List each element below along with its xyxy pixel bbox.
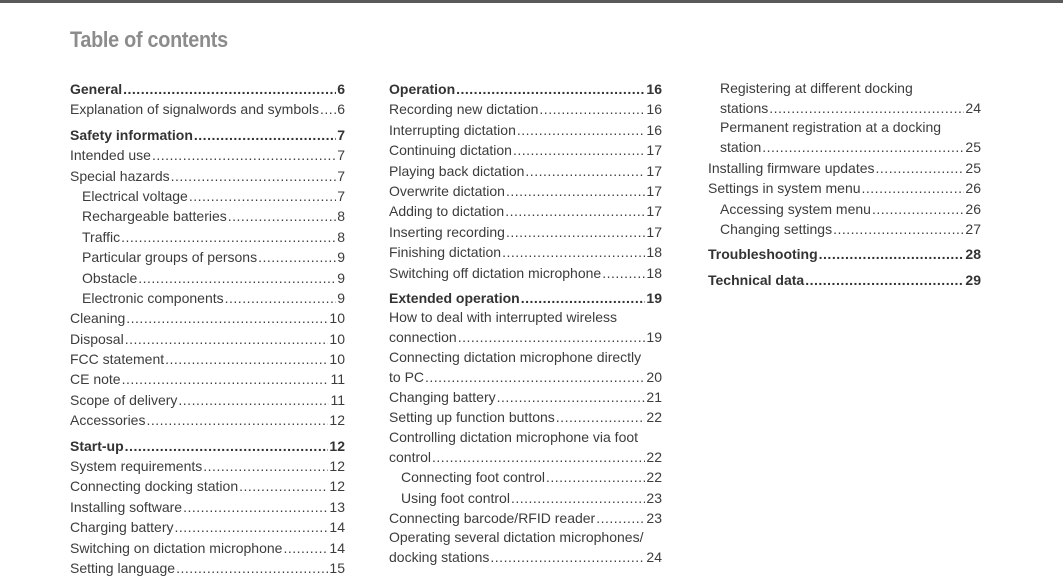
page-number: 25 xyxy=(965,139,981,156)
page-number: 24 xyxy=(965,100,981,116)
page-number: 7 xyxy=(337,167,345,184)
dot-leader xyxy=(596,508,645,528)
toc-entry-label: FCC statement xyxy=(70,351,165,368)
toc-entry xyxy=(70,369,345,389)
toc-section-entry xyxy=(708,270,981,290)
toc-entry xyxy=(389,467,662,487)
page-number: 12 xyxy=(329,412,345,429)
page-number: 15 xyxy=(329,559,345,576)
toc-entry xyxy=(70,288,345,308)
page-number: 7 xyxy=(337,147,345,164)
toc-entry xyxy=(389,488,662,508)
toc-entry xyxy=(708,199,981,219)
dot-leader xyxy=(862,178,965,198)
dot-leader xyxy=(876,158,965,178)
toc-entry xyxy=(70,206,345,226)
toc-entry-label: Rechargeable batteries xyxy=(82,208,227,225)
toc-entry xyxy=(70,517,345,537)
dot-leader xyxy=(146,410,328,430)
toc-entry-label: Finishing dictation xyxy=(389,244,502,261)
page-number: 23 xyxy=(646,510,662,527)
toc-entry-label: System requirements xyxy=(70,458,203,475)
toc-entry-label: Scope of delivery xyxy=(70,391,178,408)
toc-entry-label: Disposal xyxy=(70,330,124,347)
page-number: 29 xyxy=(965,271,981,288)
page-number: 28 xyxy=(965,246,981,263)
toc-entry xyxy=(708,79,981,118)
toc-section-entry xyxy=(70,125,345,145)
page-number: 9 xyxy=(337,269,345,286)
toc-entry-label: Electronic components xyxy=(82,289,224,306)
dot-leader xyxy=(872,199,964,219)
dot-leader xyxy=(490,547,645,567)
toc-section-entry xyxy=(708,244,981,264)
toc-entry-label: Interrupting dictation xyxy=(389,121,516,138)
toc-entry-label: Particular groups of persons xyxy=(82,249,258,266)
toc-entry xyxy=(389,528,662,567)
page-number: 22 xyxy=(646,469,662,486)
toc-entry-label: Extended operation xyxy=(389,289,520,306)
toc-column-1 xyxy=(70,79,345,578)
toc-entry-label: Changing settings xyxy=(720,220,833,237)
dot-leader xyxy=(769,98,964,118)
page-number: 22 xyxy=(646,409,662,426)
toc-entry xyxy=(389,407,662,427)
page-number: 24 xyxy=(646,549,662,566)
page-number: 23 xyxy=(646,489,662,506)
toc-entry xyxy=(70,227,345,247)
toc-entry-label: Using foot control xyxy=(401,489,510,506)
toc-entry-label: Setting up function buttons xyxy=(389,409,555,426)
page-number: 20 xyxy=(646,368,662,385)
toc-entry xyxy=(70,186,345,206)
toc-entry xyxy=(389,348,662,387)
dot-leader xyxy=(125,329,329,349)
toc-entry-label-continued: control xyxy=(389,448,432,465)
dot-leader xyxy=(502,242,645,262)
toc-entry xyxy=(389,99,662,119)
toc-entry-label: Connecting dictation microphone directly xyxy=(389,348,642,365)
toc-entry xyxy=(70,558,345,578)
toc-entry-label: Inserting recording xyxy=(389,223,505,240)
page-number: 21 xyxy=(646,389,662,406)
dot-leader xyxy=(126,308,328,328)
page-number: 11 xyxy=(330,391,345,408)
page-number: 8 xyxy=(337,208,345,225)
toc-entry-label: Safety information xyxy=(70,126,193,143)
dot-leader xyxy=(176,558,328,578)
toc-entry xyxy=(70,99,345,119)
page-number: 17 xyxy=(646,142,662,159)
page-number: 6 xyxy=(337,81,345,97)
toc-entry-label: Technical data xyxy=(708,271,805,288)
toc-section-entry xyxy=(70,436,345,456)
dot-leader xyxy=(497,387,646,407)
dot-leader xyxy=(121,227,336,247)
toc-entry xyxy=(708,158,981,178)
toc-section-entry xyxy=(389,79,662,99)
dot-leader xyxy=(189,186,336,206)
toc-entry-label: Intended use xyxy=(70,147,151,164)
dot-leader xyxy=(171,166,337,186)
toc-entry xyxy=(70,268,345,288)
dot-leader xyxy=(511,488,645,508)
dot-leader xyxy=(546,467,645,487)
toc-entry-label: Special hazards xyxy=(70,167,170,184)
dot-leader xyxy=(125,436,329,456)
toc-entry-label-continued: to PC xyxy=(389,368,425,385)
toc-entry-label: Switching off dictation microphone xyxy=(389,264,602,281)
page-number: 13 xyxy=(329,498,345,515)
page-number: 14 xyxy=(329,539,345,556)
page-number: 14 xyxy=(329,519,345,536)
page-number: 27 xyxy=(965,220,981,237)
toc-entry xyxy=(389,263,662,283)
toc-column-2 xyxy=(389,79,662,568)
toc-entry xyxy=(70,456,345,476)
toc-entry xyxy=(70,349,345,369)
dot-leader xyxy=(425,367,645,387)
toc-entry-label: Explanation of signalwords and symbols xyxy=(70,101,320,118)
toc-entry-label: Connecting barcode/RFID reader xyxy=(389,510,596,527)
dot-leader xyxy=(506,222,645,242)
toc-entry-label: Obstacle xyxy=(82,269,138,286)
dot-leader xyxy=(183,497,328,517)
toc-entry xyxy=(389,201,662,221)
toc-entry xyxy=(389,508,662,528)
dot-leader xyxy=(432,447,645,467)
toc-entry xyxy=(70,166,345,186)
toc-entry-label: Troubleshooting xyxy=(708,246,818,263)
page-number: 26 xyxy=(965,200,981,217)
toc-entry xyxy=(70,497,345,517)
page-number: 19 xyxy=(646,329,662,346)
dot-leader xyxy=(122,369,330,389)
toc-entry-label: General xyxy=(70,81,123,97)
toc-entry xyxy=(708,118,981,157)
page-number: 22 xyxy=(646,448,662,465)
dot-leader xyxy=(152,145,336,165)
toc-column-3 xyxy=(708,79,981,290)
toc-entry-label: Registering at different docking xyxy=(720,80,913,96)
toc-entry-label: Accessories xyxy=(70,412,146,429)
toc-entry-label-continued: stations xyxy=(720,100,769,116)
toc-entry-label: Accessing system menu xyxy=(720,200,871,217)
toc-entry xyxy=(708,219,981,239)
toc-entry-label-continued: station xyxy=(720,139,762,156)
dot-leader xyxy=(138,268,336,288)
page-number: 17 xyxy=(646,182,662,199)
toc-entry xyxy=(389,161,662,181)
toc-entry-label: Overwrite dictation xyxy=(389,182,505,199)
toc-entry-label: Connecting docking station xyxy=(70,478,239,495)
toc-entry-label: Adding to dictation xyxy=(389,203,505,220)
toc-entry xyxy=(70,145,345,165)
page-number: 7 xyxy=(337,187,345,204)
dot-leader xyxy=(456,79,645,99)
dot-leader xyxy=(320,99,336,119)
page-number: 17 xyxy=(646,162,662,179)
toc-entry xyxy=(389,222,662,242)
toc-entry-label: Controlling dictation microphone via foot xyxy=(389,428,639,445)
toc-entry-label: Continuing dictation xyxy=(389,142,512,159)
dot-leader xyxy=(513,140,645,160)
dot-leader xyxy=(539,99,645,119)
dot-leader xyxy=(458,327,646,347)
page-number: 25 xyxy=(965,159,981,176)
toc-entry-label: Switching on dictation microphone xyxy=(70,539,283,556)
dot-leader xyxy=(228,206,336,226)
dot-leader xyxy=(525,161,645,181)
toc-entry xyxy=(389,387,662,407)
toc-entry-label: Connecting foot control xyxy=(401,469,545,486)
dot-leader xyxy=(225,288,337,308)
page-number: 16 xyxy=(646,81,662,97)
toc-entry xyxy=(389,308,662,347)
toc-entry-label: Recording new dictation xyxy=(389,101,539,118)
toc-section-entry xyxy=(389,288,662,308)
toc-entry-label: Traffic xyxy=(82,228,121,245)
page-number: 10 xyxy=(329,351,345,368)
toc-entry-label: Setting language xyxy=(70,559,176,576)
page-number: 16 xyxy=(646,101,662,118)
page-number: 6 xyxy=(337,101,345,118)
dot-leader xyxy=(833,219,964,239)
toc-entry xyxy=(70,247,345,267)
dot-leader xyxy=(203,456,328,476)
page-title: Table of contents xyxy=(70,27,228,52)
dot-leader xyxy=(805,270,964,290)
dot-leader xyxy=(123,79,336,99)
top-rule xyxy=(0,0,1063,3)
page-number: 10 xyxy=(329,330,345,347)
dot-leader xyxy=(517,120,646,140)
toc-entry xyxy=(70,390,345,410)
toc-entry-label: Playing back dictation xyxy=(389,162,525,179)
dot-leader xyxy=(556,407,646,427)
toc-entry-label: Changing battery xyxy=(389,389,496,406)
dot-leader xyxy=(819,244,965,264)
toc-entry-label: Installing firmware updates xyxy=(708,159,875,176)
toc-entry xyxy=(708,178,981,198)
dot-leader xyxy=(178,390,329,410)
dot-leader xyxy=(194,125,336,145)
page-number: 8 xyxy=(337,228,345,245)
page-number: 11 xyxy=(330,371,345,388)
dot-leader xyxy=(258,247,336,267)
toc-entry-label-continued: docking stations xyxy=(389,549,490,566)
dot-leader xyxy=(165,349,328,369)
dot-leader xyxy=(521,288,646,308)
toc-entry-label: How to deal with interrupted wireless xyxy=(389,309,617,326)
dot-leader xyxy=(602,263,645,283)
toc-entry xyxy=(389,140,662,160)
page-number: 12 xyxy=(329,458,345,475)
toc-entry-label: Operating several dictation microphones/ xyxy=(389,529,644,546)
toc-entry-label: Electrical voltage xyxy=(82,187,188,204)
page-number: 9 xyxy=(337,249,345,266)
dot-leader xyxy=(762,137,964,157)
toc-entry xyxy=(389,120,662,140)
page-number: 10 xyxy=(329,310,345,327)
page-number: 12 xyxy=(329,437,345,454)
toc-entry xyxy=(70,538,345,558)
page-number: 18 xyxy=(646,244,662,261)
page-number: 12 xyxy=(329,478,345,495)
toc-entry xyxy=(70,476,345,496)
page-number: 19 xyxy=(646,289,662,306)
toc-entry xyxy=(70,329,345,349)
page-number: 17 xyxy=(646,223,662,240)
toc-entry-label: Permanent registration at a docking xyxy=(720,119,942,136)
toc-entry-label: Settings in system menu xyxy=(708,180,861,197)
toc-entry-label: Installing software xyxy=(70,498,183,515)
toc-entry-label: Charging battery xyxy=(70,519,174,536)
dot-leader xyxy=(506,181,645,201)
toc-entry-label-continued: connection xyxy=(389,329,457,346)
toc-entry-label: Start-up xyxy=(70,437,124,454)
page-number: 18 xyxy=(646,264,662,281)
toc-section-entry xyxy=(70,79,345,99)
dot-leader xyxy=(239,476,328,496)
dot-leader xyxy=(175,517,329,537)
toc-entry-label: Operation xyxy=(389,81,456,97)
toc-entry xyxy=(70,308,345,328)
dot-leader xyxy=(283,538,328,558)
page-number: 17 xyxy=(646,203,662,220)
toc-entry xyxy=(389,242,662,262)
page-number: 16 xyxy=(646,121,662,138)
toc-entry xyxy=(389,181,662,201)
dot-leader xyxy=(505,201,645,221)
toc-entry-label: Cleaning xyxy=(70,310,126,327)
toc-entry-label: CE note xyxy=(70,371,121,388)
toc-entry xyxy=(389,428,662,467)
page-number: 9 xyxy=(337,289,345,306)
page-number: 26 xyxy=(965,180,981,197)
page-number: 7 xyxy=(337,126,345,143)
toc-entry xyxy=(70,410,345,430)
